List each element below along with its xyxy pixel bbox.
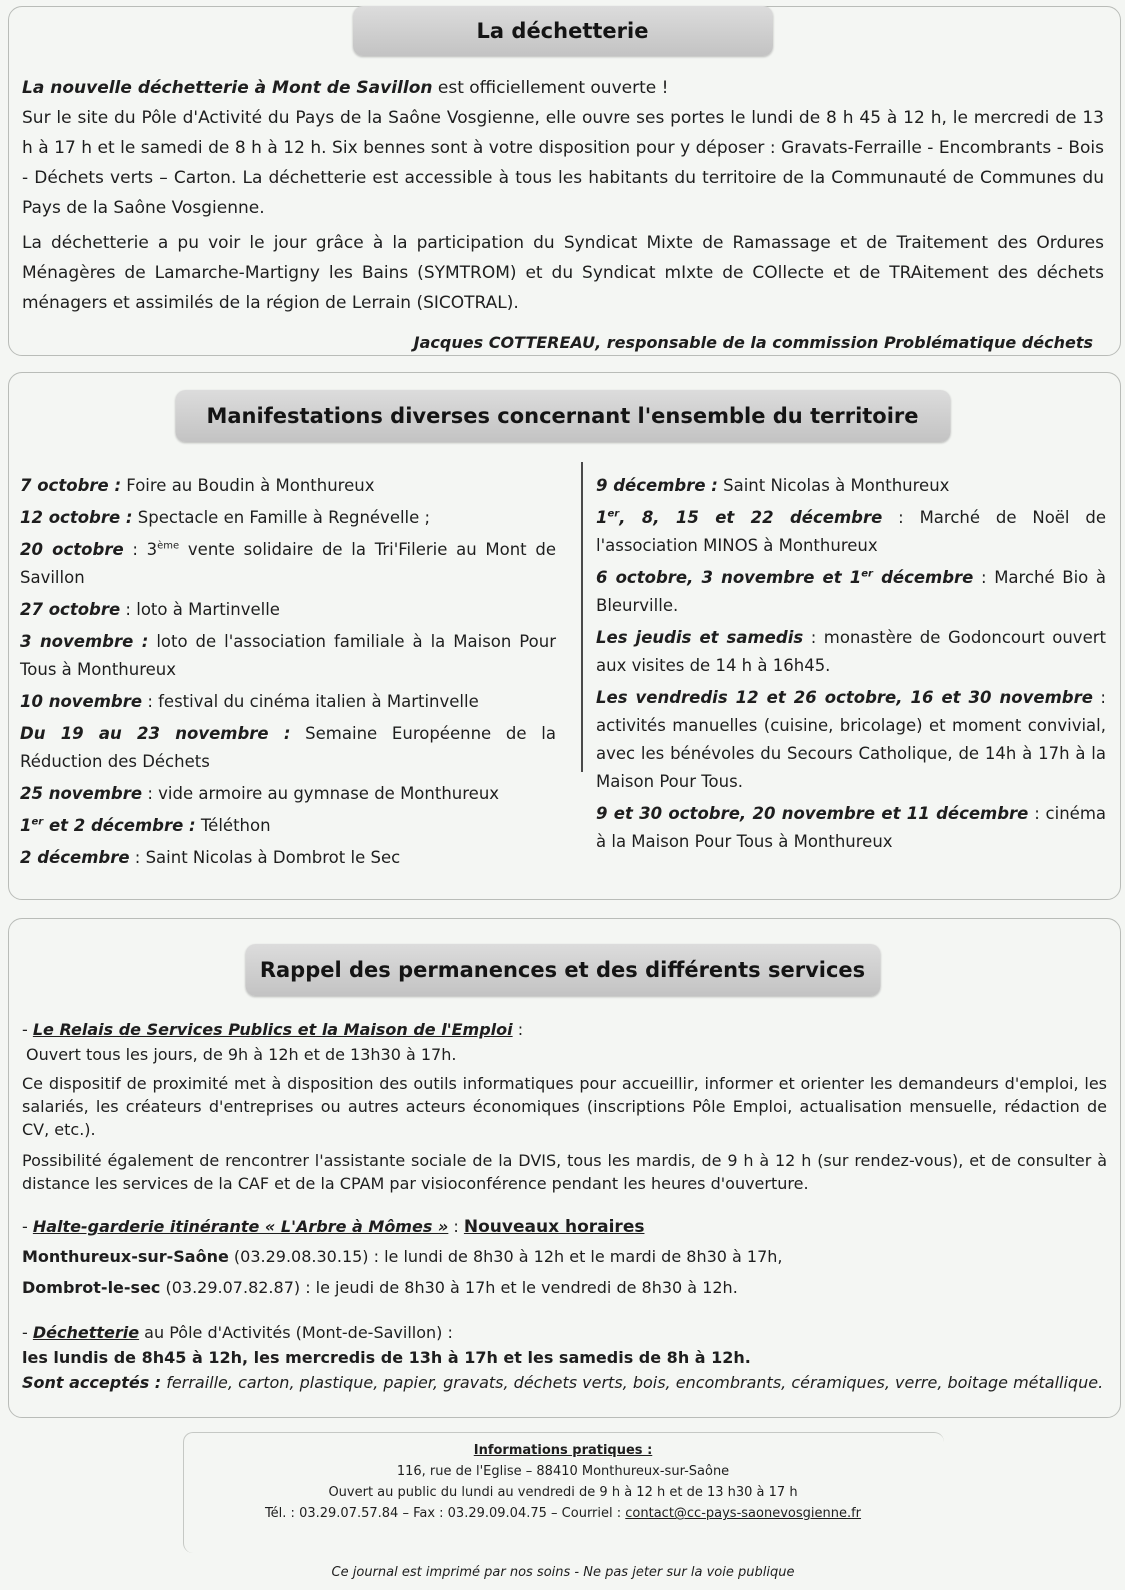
footer-note: Ce journal est imprimé par nos soins - Ne pas jeter sur la voie publique <box>331 1565 795 1580</box>
relais-hours: Ouvert tous les jours, de 9h à 12h et de 13h30 à 17h. <box>26 1045 457 1064</box>
manifestations-title: Manifestations diverses concernant l'ensemble du territoire <box>175 390 950 442</box>
footer-email-link[interactable]: contact@cc-pays-saonevosgienne.fr <box>625 1506 862 1521</box>
list-item: 6 octobre, 3 novembre et 1er décembre : Marché Bio à Bleurville. <box>596 568 1106 615</box>
dechetterie-intro-italic: La nouvelle déchetterie à Mont de Savillon <box>22 78 433 98</box>
list-item: Les jeudis et samedis : monastère de Godoncourt ouvert aux visites de 14 h à 16h45. <box>596 628 1106 675</box>
footer-heading: Informations pratiques : <box>473 1443 653 1458</box>
list-item: 10 novembre : festival du cinéma italien à Martinvelle <box>20 692 479 711</box>
list-item: Les vendredis 12 et 26 octobre, 16 et 30 novembre : activités manuelles (cuisine, bricolage) et moment convivial, avec les bénévoles du Secours Catholique, de 14h à 17h à la Maison Pour Tous. <box>596 688 1106 791</box>
list-item: 7 octobre : Foire au Boudin à Monthureux <box>20 476 375 495</box>
list-item: 20 octobre : 3ème vente solidaire de la Tri'Filerie au Mont de Savillon <box>20 540 556 587</box>
halte-line-2: Dombrot-le-sec (03.29.07.82.87) : le jeudi de 8h30 à 17h et le vendredi de 8h30 à 12h. <box>22 1278 738 1297</box>
list-item: 3 novembre : loto de l'association familiale à la Maison Pour Tous à Monthureux <box>20 632 556 679</box>
footer-hours: Ouvert au public du lundi au vendredi de 9 h à 12 h et de 13 h30 à 17 h <box>328 1485 798 1500</box>
halte-heading: Halte-garderie itinérante « L'Arbre à Mômes » <box>32 1217 449 1236</box>
dech-accepted: Sont acceptés : ferraille, carton, plastique, papier, gravats, déchets verts, bois, encombrants, céramiques, verre, boitage métallique. <box>22 1373 1104 1392</box>
manifestations-right-column <box>596 472 1106 860</box>
halte-heading-line: - Halte-garderie itinérante « L'Arbre à Mômes » : Nouveaux horaires <box>22 1217 645 1237</box>
dechetterie-intro-rest: est officiellement ouverte ! <box>432 78 669 98</box>
services-title: Rappel des permanences et des différents services <box>245 944 880 996</box>
list-item: 9 décembre : Saint Nicolas à Monthureux <box>596 476 950 495</box>
dechetterie-paragraph-1: Sur le site du Pôle d'Activité du Pays de la Saône Vosgienne, elle ouvre ses portes le lundi de 8 h 45 à 12 h, le mercredi de 13 h à 17 h et le samedi de 8 h à 12 h. Six bennes sont à votre disposition pour y déposer : Gravats-Ferraille - Encombrants - Bois - Déchets verts – Carton. La déchetterie est accessible à tous les habitants du territoire de la Communauté de Communes du Pays de la Saône Vosgienne. <box>22 108 1104 218</box>
halte-new-hours: Nouveaux horaires <box>463 1217 645 1237</box>
relais-paragraph-2: Possibilité également de rencontrer l'assistante sociale de la DVIS, tous les mardis, de 9 h à 12 h (sur rendez-vous), et de consulter à distance les services de la CAF et de la CPAM par visioconférence pendant les heures d'ouverture. <box>22 1151 1107 1193</box>
dechetterie-paragraph-2: La déchetterie a pu voir le jour grâce à la participation du Syndicat Mixte de Ramassage et de Traitement des Ordures Ménagères de Lamarche-Martigny les Bains (SYMTROM) et du Syndicat mIxte de COllecte et de TRAitement des déchets ménagers et assimilés de la région de Lerrain (SICOTRAL). <box>22 233 1104 313</box>
services-body <box>22 1018 1107 1394</box>
list-item: 1er et 2 décembre : Téléthon <box>20 816 271 835</box>
list-item: 2 décembre : Saint Nicolas à Dombrot le Sec <box>20 848 401 867</box>
relais-paragraph-1: Ce dispositif de proximité met à disposition des outils informatiques pour accueillir, informer et orienter les demandeurs d'emploi, les salariés, les créateurs d'entreprises ou autres acteurs économiques (inscriptions Pôle Emploi, actualisation mensuelle, rédaction de CV, etc.). <box>22 1074 1107 1139</box>
dechetterie-signature: Jacques COTTEREAU, responsable de la commission Problématique déchets <box>413 333 1093 352</box>
list-item: 25 novembre : vide armoire au gymnase de Monthureux <box>20 784 500 803</box>
halte-line-1: Monthureux-sur-Saône (03.29.08.30.15) : le lundi de 8h30 à 12h et le mardi de 8h30 à 17h, <box>22 1247 783 1266</box>
footer-address: 116, rue de l'Eglise – 88410 Monthureux-sur-Saône <box>396 1464 730 1479</box>
dech-hours: les lundis de 8h45 à 12h, les mercredis de 13h à 17h et les samedis de 8h à 12h. <box>22 1348 751 1367</box>
footer <box>183 1440 943 1524</box>
list-item: Du 19 au 23 novembre : Semaine Européenne de la Réduction des Déchets <box>20 724 556 771</box>
list-item: 27 octobre : loto à Martinvelle <box>20 600 280 619</box>
dechetterie-intro <box>22 73 1104 103</box>
dech-heading-line: - Déchetterie au Pôle d'Activités (Mont-de-Savillon) : <box>22 1323 453 1342</box>
manifestations-left-column <box>20 472 556 876</box>
relais-heading: Le Relais de Services Publics et la Maison de l'Emploi <box>32 1020 513 1039</box>
list-item: 12 octobre : Spectacle en Famille à Regnévelle ; <box>20 508 431 527</box>
dech-heading: Déchetterie <box>32 1323 140 1342</box>
footer-contact: Tél. : 03.29.07.57.84 – Fax : 03.29.09.04.75 – Courriel : contact@cc-pays-saonevosgienne.fr <box>264 1506 862 1521</box>
list-item: 1er, 8, 15 et 22 décembre : Marché de Noël de l'association MINOS à Monthureux <box>596 508 1106 555</box>
dechetterie-title: La déchetterie <box>353 6 773 56</box>
relais-heading-line: - Le Relais de Services Publics et la Maison de l'Emploi : <box>22 1020 524 1039</box>
manifestations-divider <box>581 462 583 772</box>
list-item: 9 et 30 octobre, 20 novembre et 11 décembre : cinéma à la Maison Pour Tous à Monthureux <box>596 804 1107 851</box>
